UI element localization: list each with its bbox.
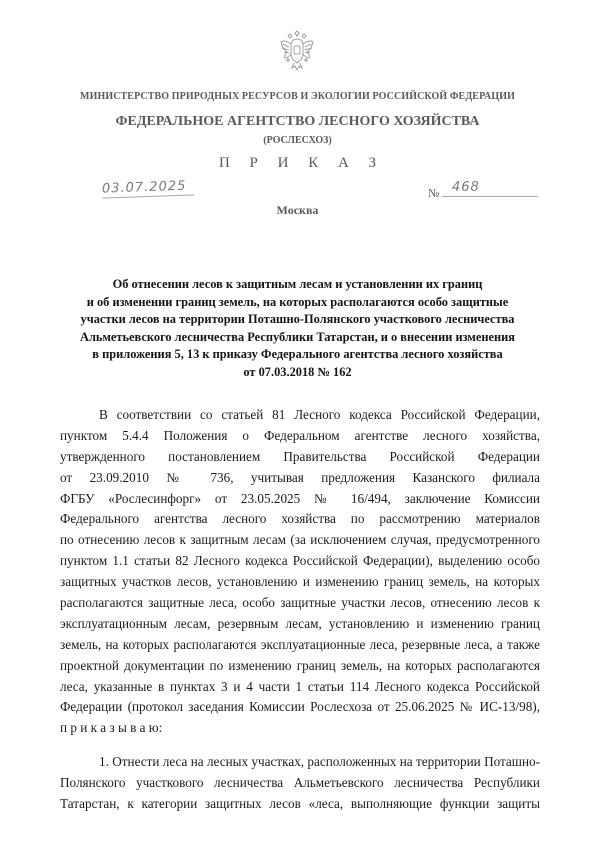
document-title: [60, 276, 535, 382]
title-line: в приложения 5, 13 к приказу Федерального агентства лесного хозяйства: [92, 347, 503, 362]
body-line: проектной документации по изменению границ земель, на которых располагаются: [60, 657, 540, 673]
agency-name: ФЕДЕРАЛЬНОЕ АГЕНТСТВО ЛЕСНОГО ХОЗЯЙСТВА: [115, 114, 480, 129]
body-line: В соответствии со статьей 81 Лесного кодекса Российской Федерации,: [99, 407, 540, 422]
body-line: леса, указанные в пунктах 3 и 4 части 1 статьи 114 Лесного кодекса Российской: [60, 678, 540, 694]
body-line: Полянского участкового лесничества Альметьевского лесничества Республики: [60, 775, 540, 791]
body-line: защитных участков лесов, установлению и изменению границ земель, на которых: [60, 574, 540, 590]
body-line: по отнесению лесов к защитным лесам (за исключением случая, предусмотренного: [60, 532, 540, 548]
body-line: эксплуатационным лесам, резервным лесам, установлению и изменению границ: [60, 615, 540, 631]
body-line: пунктом 1.1 статьи 82 Лесного кодекса Российской Федерации), выделению особо: [60, 553, 540, 569]
document-city: Москва: [276, 203, 319, 217]
document-type: П Р И К А З: [218, 155, 385, 171]
body-line: земель, на которых располагаются эксплуатационные леса, резервные леса, а также: [60, 636, 540, 652]
agency-abbreviation: (РОСЛЕСХОЗ): [263, 135, 332, 146]
coat-of-arms-emblem-icon: [279, 30, 315, 72]
body-line: утвержденного постановлением Правительства Российской Федерации: [60, 448, 540, 464]
title-line: участки лесов на территории Поташно-Полянского участкового лесничества: [80, 312, 515, 327]
ministry-name: МИНИСТЕРСТВО ПРИРОДНЫХ РЕСУРСОВ И ЭКОЛОГИИ РОССИЙСКОЙ ФЕДЕРАЦИИ: [80, 91, 515, 102]
body-line: располагаются защитные леса, особо защитные участки лесов, отнесению лесов к: [60, 595, 540, 611]
document-number: 468: [442, 180, 538, 197]
document-date: 03.07.2025: [102, 178, 195, 198]
body-line: ФГБУ «Рослесинфорг» от 23.05.2025 № 16/494, заключение Комиссии: [60, 490, 540, 506]
body-line: Федерации (протокол заседания Комиссии Рослесхоза от 25.06.2025 № ИС-13/98),: [60, 699, 540, 715]
document-body: [60, 405, 540, 815]
number-sign: №: [428, 186, 440, 200]
body-line: п р и к а з ы в а ю:: [60, 720, 163, 736]
title-line: Альметьевского лесничества Республики Татарстан, и о внесении изменения: [80, 329, 515, 344]
title-line: от 07.03.2018 № 162: [243, 364, 352, 379]
body-line: 1. Отнести леса на лесных участках, расположенных на территории Поташно-: [99, 754, 540, 770]
title-line: Об отнесении лесов к защитным лесам и установлении их границ: [112, 277, 483, 291]
body-line: пунктом 5.4.4 Положения о Федеральном агентстве лесного хозяйства,: [60, 427, 540, 443]
body-line: Татарстан, к категории защитных лесов «леса, выполняющие функции защиты: [60, 796, 540, 812]
body-line: Федерального агентства лесного хозяйства по рассмотрению материалов: [60, 511, 540, 527]
title-line: и об изменении границ земель, на которых располагаются особо защитные: [86, 294, 509, 309]
body-line: от 23.09.2010 № 736, учитывая предложения Казанского филиала: [60, 469, 540, 485]
